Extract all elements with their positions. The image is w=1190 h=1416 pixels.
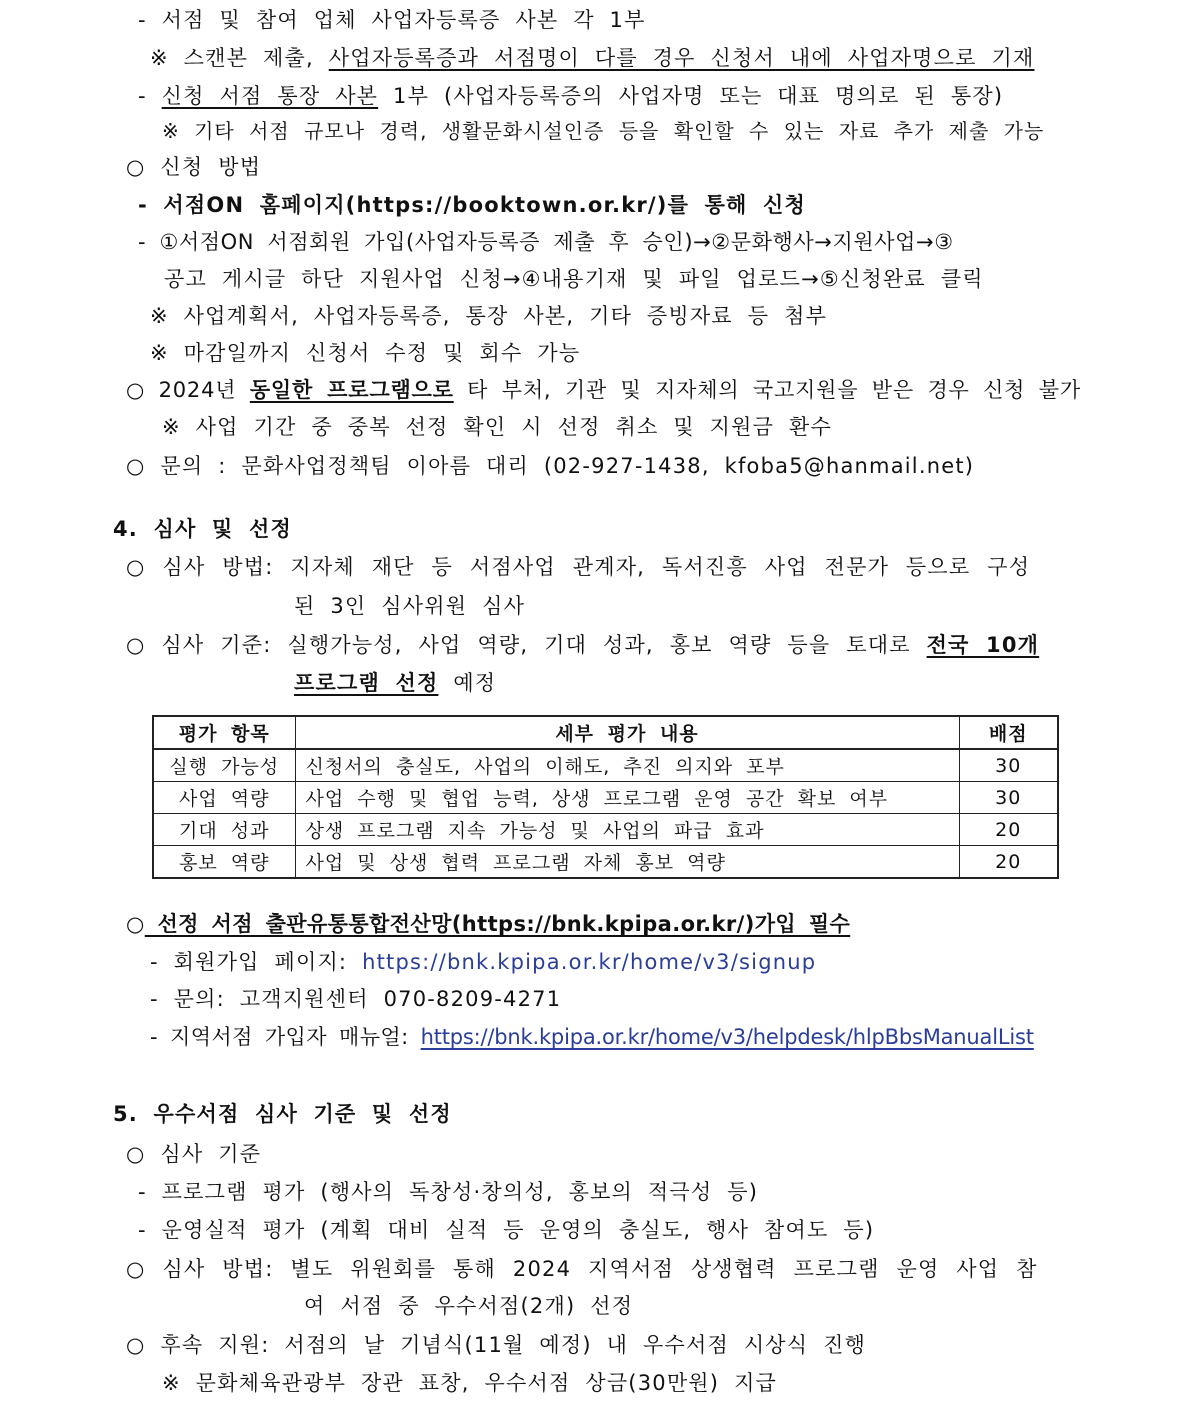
- manual-page: [150, 1023, 1034, 1051]
- rule-underlined: 동일한 프로그램으로: [249, 378, 454, 402]
- note-text: ※ 스캔본 제출,: [150, 46, 329, 70]
- performance-evaluation: - 운영실적 평가 (계획 대비 실적 등 운영의 충실도, 행사 참여도 등): [138, 1218, 875, 1242]
- note-additional-materials: ※ 기타 서점 규모나 경력, 생활문화시설인증 등을 확인할 수 있는 자료 추가 제출 가능: [162, 119, 1045, 143]
- table-cell-score: 30: [959, 782, 1058, 814]
- table-cell-item: 홍보 역량: [153, 846, 295, 879]
- signup-link[interactable]: https://bnk.kpipa.or.kr/home/v3/signup: [362, 950, 817, 974]
- section-5-heading: 5. 우수서점 심사 기준 및 선정: [113, 1102, 452, 1126]
- excellence-method-2: 여 서점 중 우수서점(2개) 선정: [304, 1294, 634, 1318]
- circle-bullet: ○: [126, 912, 145, 936]
- application-method-heading: ○ 신청 방법: [126, 155, 262, 179]
- note-award: ※ 문화체육관광부 장관 표창, 우수서점 상금(30만원) 지급: [162, 1371, 778, 1395]
- dash: -: [138, 84, 162, 108]
- review-method-1: ○ 심사 방법: 지자체 재단 등 서점사업 관계자, 독서진흥 사업 전문가 등으로 구성: [126, 555, 1031, 579]
- section-4-heading: 4. 심사 및 선정: [113, 517, 292, 541]
- criteria-suffix: 예정: [438, 671, 497, 695]
- follow-up-support: ○ 후속 지원: 서점의 날 기념식(11월 예정) 내 우수서점 시상식 진행: [126, 1333, 867, 1357]
- review-method-2: 된 3인 심사위원 심사: [294, 594, 526, 618]
- table-cell-item: 사업 역량: [153, 782, 295, 814]
- manual-link[interactable]: https://bnk.kpipa.or.kr/home/v3/helpdesk/hlpBbsManualList: [420, 1025, 1034, 1049]
- customer-support-contact: - 문의: 고객지원센터 070-8209-4271: [150, 987, 562, 1011]
- program-evaluation: - 프로그램 평가 (행사의 독창성·창의성, 홍보의 적극성 등): [138, 1180, 759, 1204]
- table-cell-item: 실행 가능성: [153, 749, 295, 782]
- review-criteria-2: [294, 669, 496, 697]
- application-steps-2: 공고 게시글 하단 지원사업 신청→④내용기재 및 파일 업로드→⑤신청완료 클릭: [164, 267, 984, 291]
- application-homepage: - 서점ON 홈페이지(https://booktown.or.kr/)를 통해 신청: [138, 193, 807, 217]
- note-deadline: ※ 마감일까지 신청서 수정 및 회수 가능: [150, 341, 581, 365]
- excellence-method-1: ○ 심사 방법: 별도 위원회를 통해 2024 지역서점 상생협력 프로그램 운영 사업 참: [126, 1257, 1038, 1281]
- excellence-criteria-heading: ○ 심사 기준: [126, 1142, 262, 1166]
- criteria-text: ○ 심사 기준: 실행가능성, 사업 역량, 기대 성과, 홍보 역량 등을 토대로: [126, 633, 927, 657]
- bnk-registration-required: [126, 910, 850, 938]
- table-cell-detail: 신청서의 충실도, 사업의 이해도, 추진 의지와 포부: [295, 749, 959, 782]
- bankbook-underlined: 신청 서점 통장 사본: [161, 84, 379, 108]
- column-header: 평가 항목: [153, 716, 295, 749]
- signup-page: [150, 948, 816, 976]
- table-cell-score: 20: [959, 814, 1058, 846]
- application-steps-1: - ①서점ON 서점회원 가입(사업자등록증 제출 후 승인)→②문화행사→지원사업→③: [138, 230, 954, 254]
- manual-label: - 지역서점 가입자 매뉴얼:: [150, 1025, 421, 1049]
- table-header-row: [153, 716, 1058, 749]
- table-cell-detail: 상생 프로그램 지속 가능성 및 사업의 파급 효과: [295, 814, 959, 846]
- table-cell-score: 30: [959, 749, 1058, 782]
- review-criteria-1: [126, 631, 1039, 659]
- table-row: [153, 749, 1058, 782]
- evaluation-table: [152, 715, 1059, 879]
- table-cell-detail: 사업 및 상생 협력 프로그램 자체 홍보 역량: [295, 846, 959, 879]
- note-underlined: 사업자등록증과 서점명이 다를 경우 신청서 내에 사업자명으로 기재: [328, 46, 1035, 70]
- criteria-underlined: 전국 10개: [926, 633, 1040, 657]
- rule-text: 타 부처, 기관 및 지자체의 국고지원을 받은 경우 신청 불가: [453, 378, 1081, 402]
- bankbook-text: 1부 (사업자등록증의 사업자명 또는 대표 명의로 된 통장): [378, 84, 1004, 108]
- duplicate-support-rule: [126, 376, 1081, 404]
- table-row: [153, 782, 1058, 814]
- signup-label: - 회원가입 페이지:: [150, 950, 363, 974]
- rule-prefix: ○ 2024년: [126, 378, 250, 402]
- note-duplicate-cancel: ※ 사업 기간 중 중복 선정 확인 시 선정 취소 및 지원금 환수: [162, 415, 832, 439]
- note-scan-submission: [150, 44, 1034, 72]
- table-cell-item: 기대 성과: [153, 814, 295, 846]
- table-cell-score: 20: [959, 846, 1058, 879]
- table-row: [153, 814, 1058, 846]
- requirement-business-registration: - 서점 및 참여 업체 사업자등록증 사본 각 1부: [138, 8, 646, 32]
- note-attachments: ※ 사업계획서, 사업자등록증, 통장 사본, 기타 증빙자료 등 첨부: [150, 304, 828, 328]
- table-cell-detail: 사업 수행 및 협업 능력, 상생 프로그램 운영 공간 확보 여부: [295, 782, 959, 814]
- contact-info: ○ 문의 : 문화사업정책팀 이아름 대리 (02-927-1438, kfoba5@hanmail.net): [126, 454, 975, 478]
- bnk-underlined: 선정 서점 출판유통통합전산망(https://bnk.kpipa.or.kr/)가입 필수: [144, 912, 851, 936]
- table-row: [153, 846, 1058, 879]
- column-header: 배점: [959, 716, 1058, 749]
- criteria-underlined-2: 프로그램 선정: [294, 671, 439, 695]
- requirement-bankbook: [138, 82, 1003, 110]
- column-header: 세부 평가 내용: [295, 716, 959, 749]
